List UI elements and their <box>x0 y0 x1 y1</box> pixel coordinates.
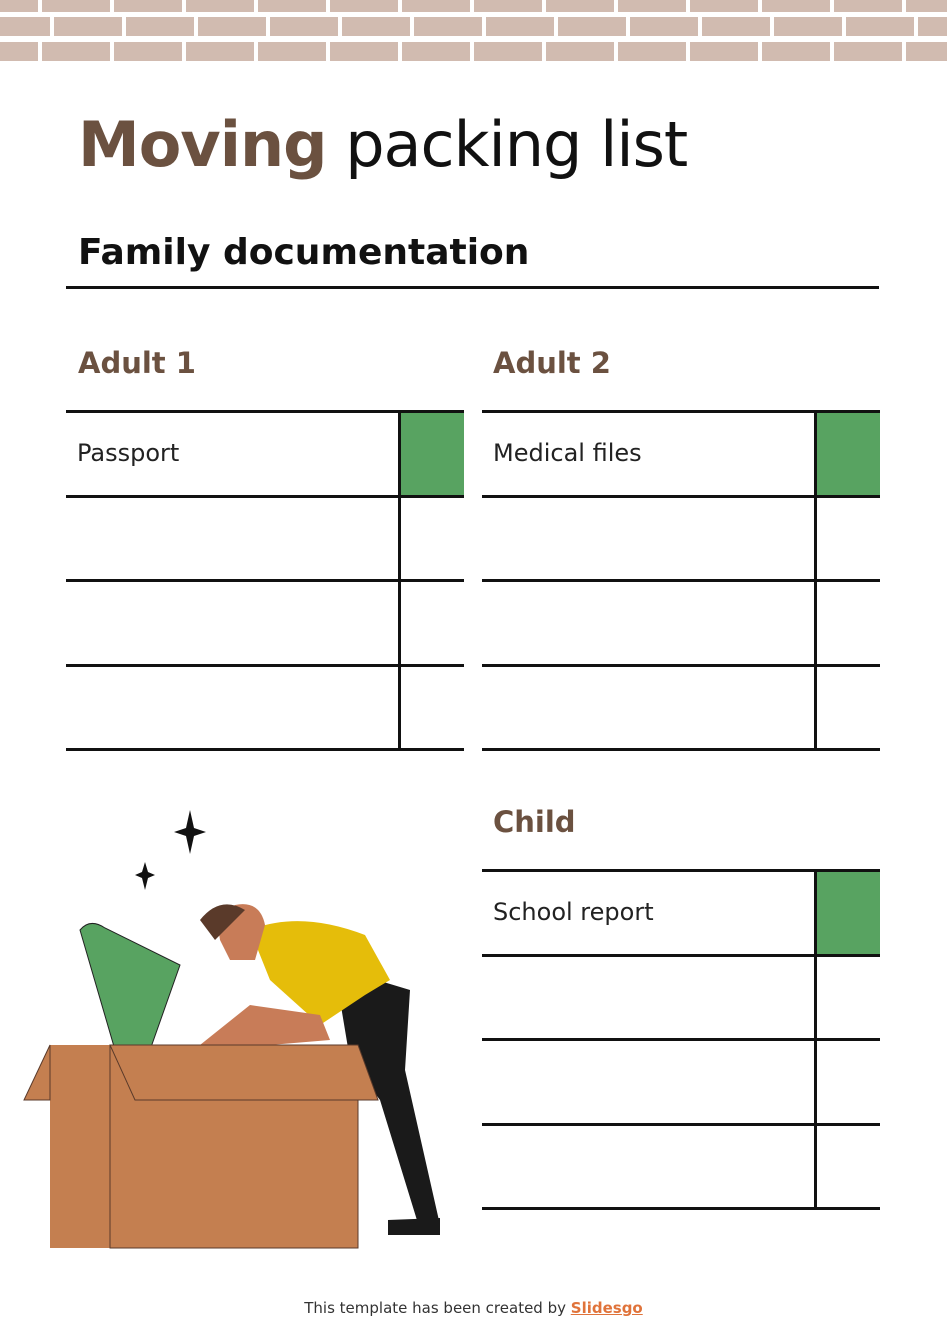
item-checkbox[interactable] <box>814 957 880 1039</box>
brick <box>618 42 686 61</box>
brick <box>486 17 554 36</box>
item-checkbox[interactable] <box>398 667 464 748</box>
brick <box>0 17 50 36</box>
list-row <box>66 664 464 751</box>
divider <box>66 286 879 289</box>
sparkle-icon <box>174 810 206 854</box>
brick <box>186 0 254 12</box>
brick <box>342 17 410 36</box>
brick <box>558 17 626 36</box>
brick <box>0 42 38 61</box>
brick <box>42 0 110 12</box>
footer-credit <box>0 1299 947 1317</box>
packing-illustration <box>20 800 450 1260</box>
list-row <box>482 410 880 495</box>
brick <box>474 0 542 12</box>
brick <box>42 42 110 61</box>
item-checkbox[interactable] <box>814 498 880 580</box>
checklist-child <box>482 869 880 1210</box>
brick <box>762 42 830 61</box>
brick <box>762 0 830 12</box>
brick <box>126 17 194 36</box>
list-row <box>482 664 880 751</box>
footer-text: This template has been created by <box>304 1299 571 1317</box>
brick <box>0 0 38 12</box>
brick <box>906 42 947 61</box>
item-checkbox[interactable] <box>814 413 880 495</box>
brick <box>258 42 326 61</box>
brick-wall-decoration <box>0 0 947 62</box>
brick <box>834 42 902 61</box>
list-row <box>482 495 880 580</box>
list-heading-adult-1: Adult 1 <box>78 346 196 380</box>
slidesgo-link[interactable]: Slidesgo <box>570 1299 643 1317</box>
list-row <box>66 410 464 495</box>
item-label[interactable]: Passport <box>77 439 180 467</box>
brick <box>114 0 182 12</box>
checklist-adult-2 <box>482 410 880 751</box>
brick <box>618 0 686 12</box>
brick <box>474 42 542 61</box>
brick <box>414 17 482 36</box>
item-checkbox[interactable] <box>398 498 464 580</box>
list-heading-adult-2: Adult 2 <box>493 346 611 380</box>
brick <box>402 42 470 61</box>
brick <box>630 17 698 36</box>
brick <box>198 17 266 36</box>
list-row <box>482 1123 880 1210</box>
item-label[interactable]: Medical files <box>493 439 642 467</box>
brick <box>846 17 914 36</box>
brick <box>546 0 614 12</box>
item-checkbox[interactable] <box>814 1126 880 1207</box>
list-row <box>66 495 464 580</box>
item-checkbox[interactable] <box>814 667 880 748</box>
item-checkbox[interactable] <box>398 413 464 495</box>
sparkle-icon <box>135 862 155 890</box>
brick <box>690 0 758 12</box>
list-row <box>482 954 880 1039</box>
brick <box>402 0 470 12</box>
brick <box>906 0 947 12</box>
item-label[interactable]: School report <box>493 898 654 926</box>
list-row <box>482 1038 880 1123</box>
item-checkbox[interactable] <box>814 1041 880 1123</box>
brick <box>186 42 254 61</box>
brick <box>774 17 842 36</box>
list-row <box>482 579 880 664</box>
item-checkbox[interactable] <box>814 872 880 954</box>
brick <box>690 42 758 61</box>
checklist-adult-1 <box>66 410 464 751</box>
item-checkbox[interactable] <box>398 582 464 664</box>
page-title: Moving packing list <box>78 108 688 181</box>
brick <box>54 17 122 36</box>
list-row <box>66 579 464 664</box>
brick <box>270 17 338 36</box>
section-heading: Family documentation <box>78 232 530 273</box>
brick <box>918 17 947 36</box>
brick <box>330 0 398 12</box>
brick <box>834 0 902 12</box>
brick <box>546 42 614 61</box>
brick <box>330 42 398 61</box>
list-heading-child: Child <box>493 805 576 839</box>
item-checkbox[interactable] <box>814 582 880 664</box>
brick <box>702 17 770 36</box>
list-row <box>482 869 880 954</box>
brick <box>114 42 182 61</box>
brick <box>258 0 326 12</box>
